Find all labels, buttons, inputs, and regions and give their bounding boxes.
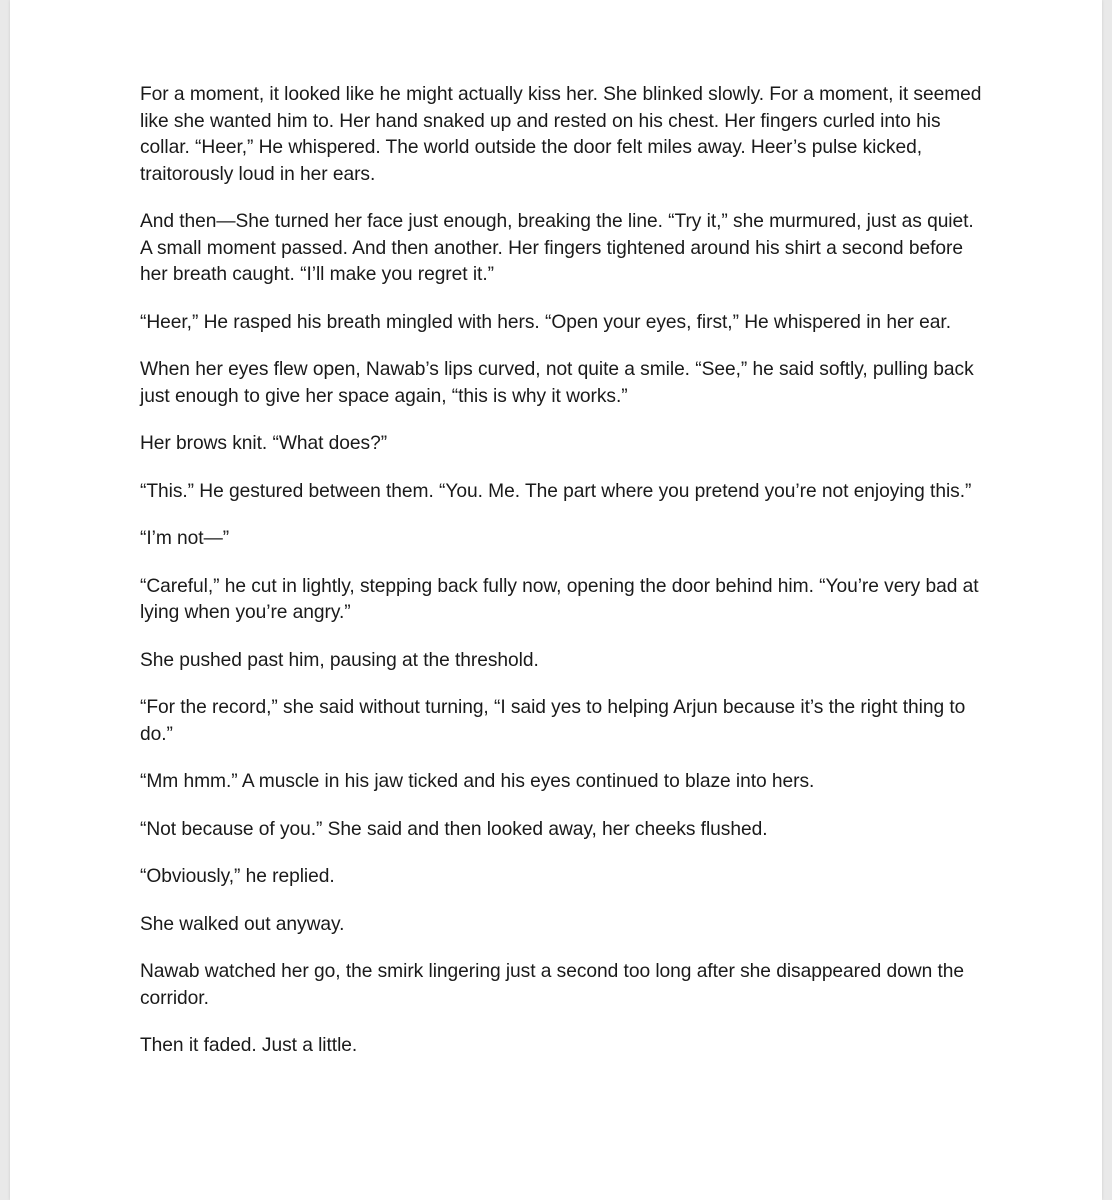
paragraph: “Mm hmm.” A muscle in his jaw ticked and his eyes continued to blaze into hers. [140, 771, 815, 792]
paragraph: When her eyes flew open, Nawab’s lips curved, not quite a smile. “See,” he said softly, pulling back just enough to give her space again, “this is why it works.” [140, 359, 974, 407]
paragraph: And then—She turned her face just enough, breaking the line. “Try it,” she murmured, just as quiet. A small moment passed. And then another. Her fingers tightened around his shirt a second before her breath caught. “I’ll make you regret it.” [140, 211, 974, 285]
paragraph: Then it faded. Just a little. [140, 1035, 358, 1056]
document-body [140, 82, 985, 1081]
paragraph: “For the record,” she said without turning, “I said yes to helping Arjun because it’s the right thing to do.” [140, 697, 966, 745]
paragraph: “This.” He gestured between them. “You. Me. The part where you pretend you’re not enjoying this.” [140, 480, 972, 502]
paragraph: Nawab watched her go, the smirk lingering just a second too long after she disappeared down the corridor. [140, 961, 965, 1009]
document-page [10, 0, 1102, 1200]
paragraph: “I’m not—” [140, 528, 230, 549]
paragraph: “Heer,” He rasped his breath mingled with hers. “Open your eyes, first,” He whispered in her ear. [140, 311, 951, 333]
paragraph: She walked out anyway. [140, 913, 345, 935]
paragraph: “Careful,” he cut in lightly, stepping back fully now, opening the door behind him. “You’re very bad at lying when you’re angry.” [140, 575, 979, 623]
paragraph: “Not because of you.” She said and then looked away, her cheeks flushed. [140, 818, 768, 840]
paragraph: “Obviously,” he replied. [140, 866, 335, 887]
paragraph: She pushed past him, pausing at the threshold. [140, 649, 539, 671]
paragraph: For a moment, it looked like he might actually kiss her. She blinked slowly. For a moment, it seemed like she wanted him to. Her hand snaked up and rested on his chest. Her fingers curled into his collar. “Heer,” He whispered. The world outside the door felt miles away. Heer’s pulse kicked, traitorously loud in her ears. [140, 84, 982, 185]
paragraph: Her brows knit. “What does?” [140, 433, 388, 454]
